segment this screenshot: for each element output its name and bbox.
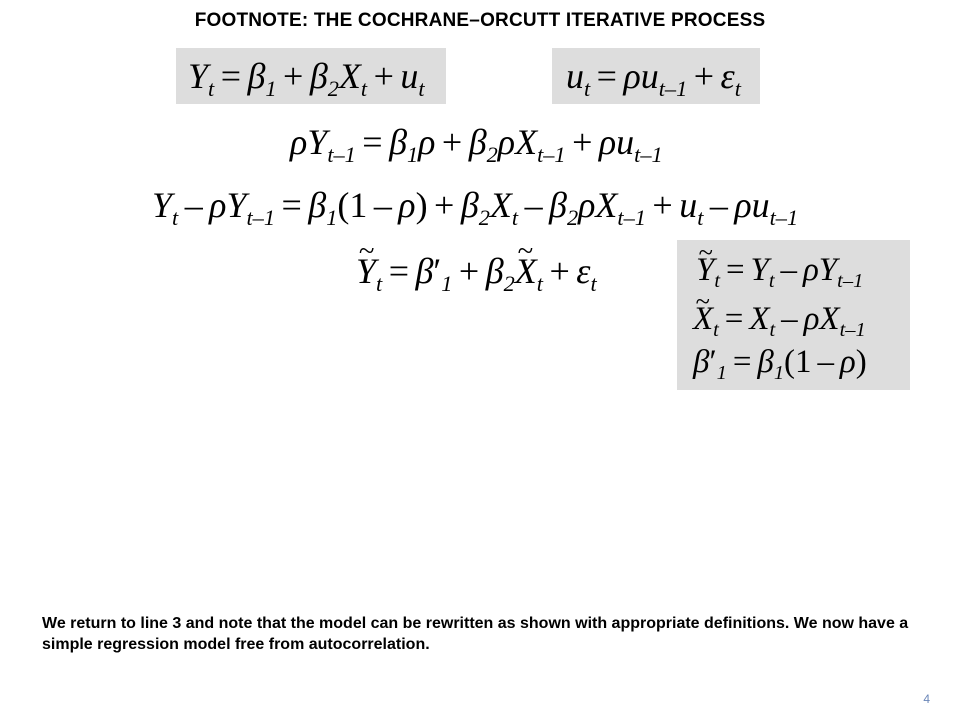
slide-title: FOOTNOTE: THE COCHRANE–ORCUTT ITERATIVE PROCESS	[194, 10, 766, 31]
definition-y-tilde: ~ $Y_t = Y_t - \rho Y_{t-1}$	[696, 254, 863, 287]
page-number: 4	[923, 692, 930, 706]
quasi-difference-equation: $Y_t - \rho Y_{t-1} = \beta_1(1 - \rho) + \beta_2X_t - \beta_2\rho X_{t-1} + u_t - \rho u_{t-1}$	[152, 185, 799, 230]
lagged-equation: $\rho Y_{t-1} = \beta_1\rho + \beta_2\rho X_{t-1} + \rho u_{t-1}$	[290, 122, 663, 167]
model-equation: $Y_t = \beta_1 + \beta_2X_t + u_t$	[188, 56, 425, 101]
ar1-error-equation: $u_t = \rho u_{t-1} + \varepsilon_t$	[566, 56, 741, 101]
transformed-model-equation: ~ $Y_t = \beta'_1$ + $\beta_2\sim$ $X_t + \varepsilon_t$	[356, 253, 597, 289]
definition-x-tilde: ~ $X_t = X_t - \rho X_{t-1}$	[693, 303, 866, 336]
explanation-text: We return to line 3 and note that the model can be rewritten as shown with appropriate definitions. We now have a simple regression model free from autocorrelation.	[42, 615, 909, 653]
definition-beta-prime: $\beta'_1 = \beta_1(1 - \rho)$	[693, 344, 867, 385]
